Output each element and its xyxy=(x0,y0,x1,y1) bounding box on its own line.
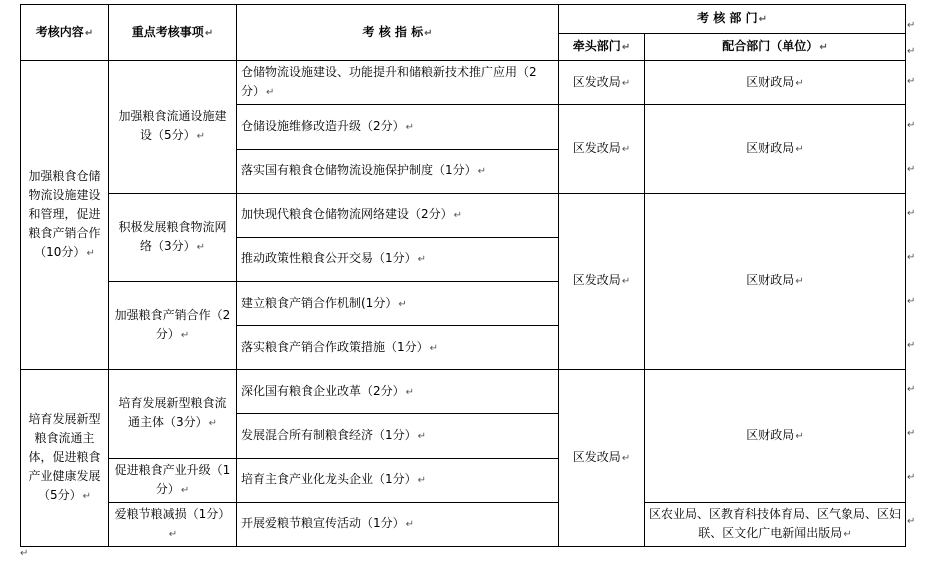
indicator: 加快现代粮食仓储物流网络建设（2分）↵ xyxy=(237,193,559,237)
paragraph-mark: ↵ xyxy=(907,384,916,395)
assessment-item: 促进粮食产业升级（1分）↵ xyxy=(109,458,237,502)
cooperating-departments: 区财政局↵ xyxy=(645,105,906,193)
paragraph-mark: ↵ xyxy=(907,46,916,57)
assessment-item: 加强粮食流通设施建设（5分）↵ xyxy=(109,61,237,193)
assessment-table xyxy=(20,4,906,547)
assessment-item: 积极发展粮食物流网络（3分）↵ xyxy=(109,193,237,281)
section-content: 加强粮食仓储物流设施建设和管理，促进粮食产销合作（10分）↵ xyxy=(21,61,109,370)
cooperating-departments: 区财政局↵ xyxy=(645,370,906,502)
indicator: 建立粮食产销合作机制(1分）↵ xyxy=(237,281,559,325)
paragraph-mark: ↵ xyxy=(907,76,916,87)
cooperating-departments: 区农业局、区教育科技体育局、区气象局、区妇联、区文化广电新闻出版局↵ xyxy=(645,502,906,546)
lead-department: 区发改局↵ xyxy=(559,105,645,193)
paragraph-mark: ↵ xyxy=(907,20,916,31)
indicator: 推动政策性粮食公开交易（1分）↵ xyxy=(237,237,559,281)
indicator: 仓储设施维修改造升级（2分）↵ xyxy=(237,105,559,149)
cooperating-departments: 区财政局↵ xyxy=(645,61,906,105)
header-items: 重点考核事项↵ xyxy=(109,5,237,61)
paragraph-mark: ↵ xyxy=(907,296,916,307)
paragraph-mark: ↵ xyxy=(907,428,916,439)
paragraph-mark: ↵ xyxy=(907,516,916,527)
header-lead-department: 牵头部门↵ xyxy=(559,34,645,61)
assessment-item: 加强粮食产销合作（2分）↵ xyxy=(109,281,237,369)
assessment-item: 培育发展新型粮食流通主体（3分）↵ xyxy=(109,370,237,458)
header-content: 考核内容↵ xyxy=(21,5,109,61)
indicator: 落实粮食产销合作政策措施（1分）↵ xyxy=(237,326,559,370)
indicator: 仓储物流设施建设、功能提升和储粮新技术推广应用（2分）↵ xyxy=(237,61,559,105)
assessment-item: 爱粮节粮减损（1分）↵ xyxy=(109,502,237,546)
lead-department: 区发改局↵ xyxy=(559,61,645,105)
lead-department: 区发改局↵ xyxy=(559,370,645,547)
paragraph-mark: ↵ xyxy=(20,548,29,559)
indicator: 培育主食产业化龙头企业（1分）↵ xyxy=(237,458,559,502)
indicator: 发展混合所有制粮食经济（1分）↵ xyxy=(237,414,559,458)
header-indicators: 考 核 指 标↵ xyxy=(237,5,559,61)
paragraph-mark: ↵ xyxy=(907,472,916,483)
header-departments: 考 核 部 门↵ xyxy=(559,5,906,34)
indicator: 落实国有粮食仓储物流设施保护制度（1分）↵ xyxy=(237,149,559,193)
section-content: 培育发展新型粮食流通主体，促进粮食产业健康发展（5分）↵ xyxy=(21,370,109,547)
paragraph-mark: ↵ xyxy=(907,208,916,219)
lead-department: 区发改局↵ xyxy=(559,193,645,370)
header-cooperating-departments: 配合部门（单位）↵ xyxy=(645,34,906,61)
paragraph-mark: ↵ xyxy=(907,164,916,175)
paragraph-mark: ↵ xyxy=(907,252,916,263)
indicator: 开展爱粮节粮宣传活动（1分）↵ xyxy=(237,502,559,546)
indicator: 深化国有粮食企业改革（2分）↵ xyxy=(237,370,559,414)
paragraph-mark: ↵ xyxy=(907,120,916,131)
cooperating-departments: 区财政局↵ xyxy=(645,193,906,370)
paragraph-mark: ↵ xyxy=(907,340,916,351)
